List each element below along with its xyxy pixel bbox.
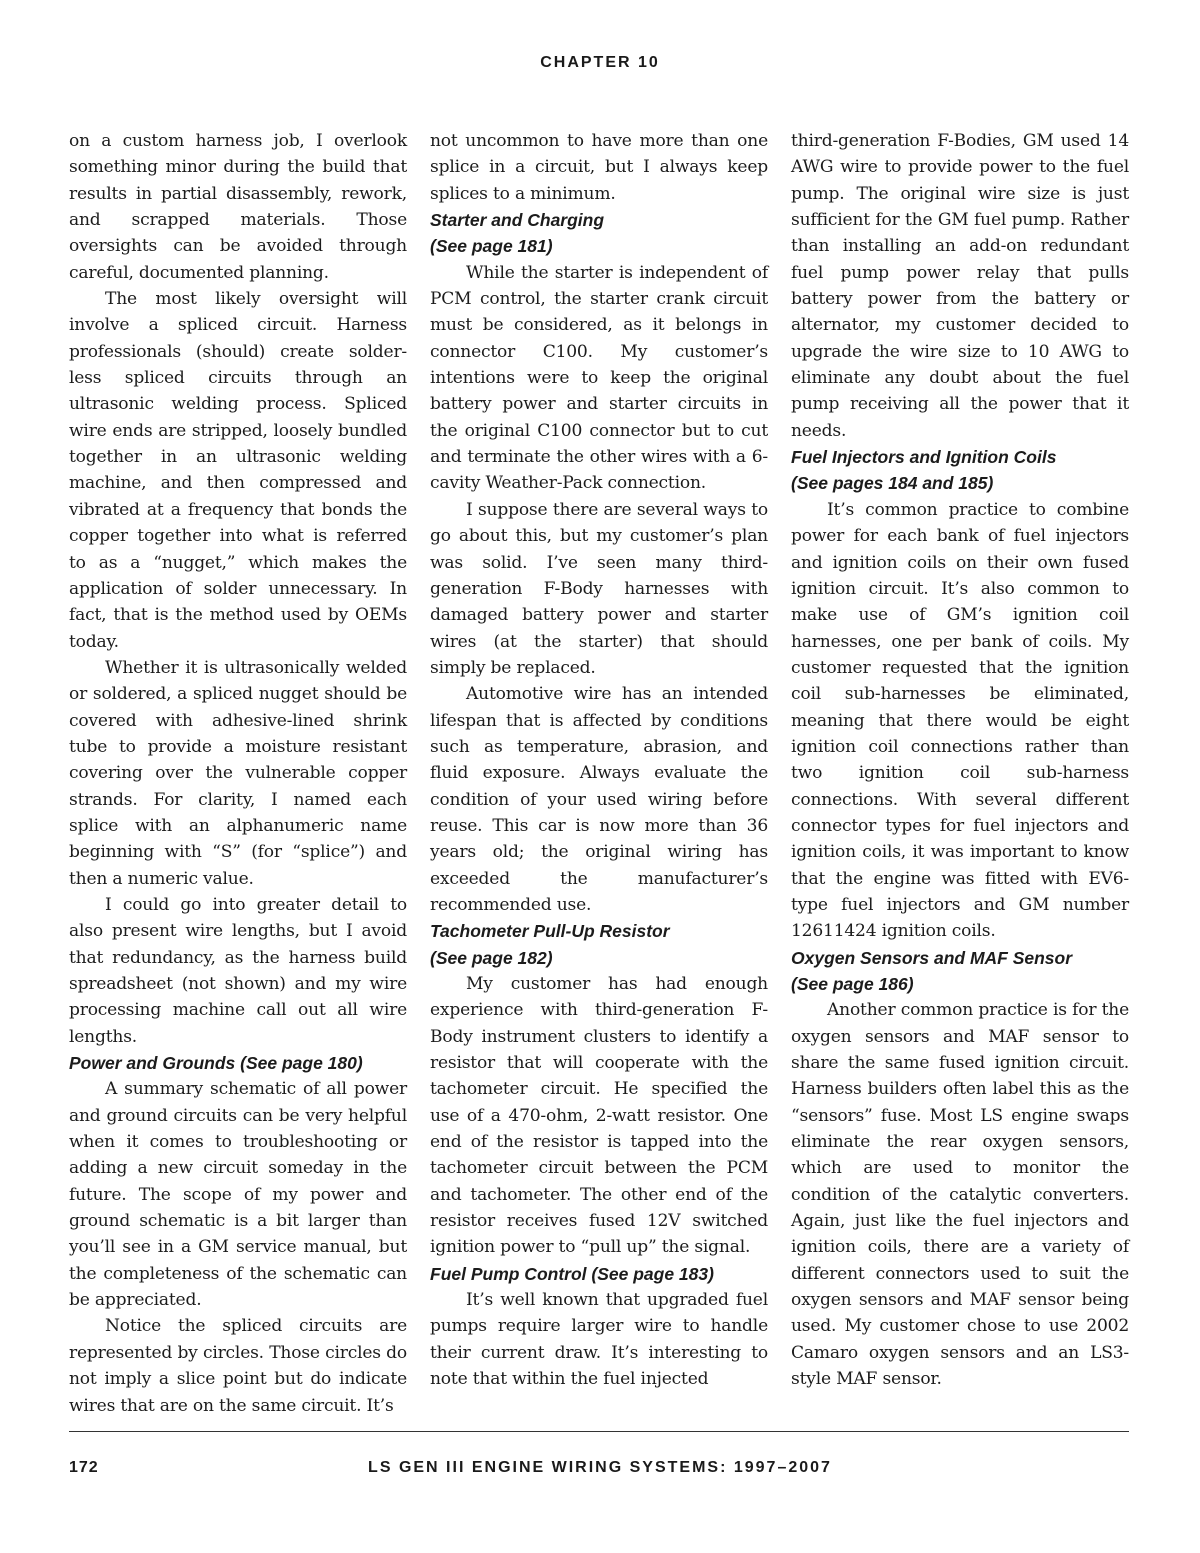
column-3 [791,128,1129,1393]
column-2 [430,128,768,1393]
paragraph: I suppose there are several ways to go about this, but my customer’s plan was solid. I’ve seen many third-generation F-Body harnesses with damaged battery power and starter wires (at the starter) that should simply be replaced. [430,499,768,678]
paragraph: on a custom harness job, I overlook something minor during the build that results in partial disassembly, rework, and scrapped materials. Those oversights can be avoided through careful, documented planning. [69,131,407,283]
section-heading-page-ref: (See page 181) [430,236,553,257]
paragraph: third-generation F-Bodies, GM used 14 AWG wire to provide power to the fuel pump. The original wire size is just sufficient for the GM fuel pump. Rather than installing an add-on redundant fuel pump power relay that pulls battery power from the battery or alternator, my customer decided to upgrade the wire size to 10 AWG to eliminate any doubt about the fuel pump receiving all the power that it needs. [791,131,1129,441]
paragraph: While the starter is independent of PCM control, the starter crank circuit must be considered, as it belongs in connector C100. My customer’s intentions were to keep the original battery power and starter circuits in the original C100 connector but to cut and terminate the other wires with a 6-cavity Weather-Pack connection. [430,262,768,494]
paragraph: My customer has had enough experience with third-generation F-Body instrument clusters to identify a resistor that will cooperate with the tachometer circuit. He specified the use of a 470-ohm, 2-watt resistor. One end of the resistor is tapped into the tachometer circuit between the PCM and tachometer. The other end of the resistor receives fused 12V switched ignition power to “pull up” the signal. [430,974,768,1258]
body-columns [69,128,1129,1416]
section-heading: Starter and Charging [430,210,605,231]
section-heading-page-ref: (See page 182) [430,947,553,968]
section-heading-page-ref: (See pages 184 and 185) [791,473,994,494]
section-heading-page-ref: (See page 186) [791,974,914,994]
paragraph: Notice the spliced circuits are represented by circles. Those circles do not imply a slice point but do indicate wires that are on the same circuit. It’s [69,1316,407,1416]
paragraph: A summary schematic of all power and ground circuits can be very helpful when it comes to troubleshooting or adding a new circuit someday in the future. The scope of my power and ground schematic is a bit larger than you’ll see in a GM service manual, but the completeness of the schematic can be appreciated. [69,1079,407,1311]
footer-rule [69,1431,1129,1432]
section-heading: Tachometer Pull-Up Resistor [430,921,670,942]
running-title: LS GEN III ENGINE WIRING SYSTEMS: 1997–2007 [368,1459,832,1476]
paragraph: It’s well known that upgraded fuel pumps require larger wire to handle their current draw. It’s interesting to note that within the fuel injected [430,1290,768,1390]
paragraph: Another common practice is for the oxygen sensors and MAF sensor to share the same fused ignition circuit. Harness builders often label this as the “sensors” fuse. Most LS engine swaps eliminate the rear oxygen sensors, which are used to monitor the condition of the catalytic converters. Again, just like the fuel injectors and ignition coils, there are a variety of different connectors used to suit the oxygen sensors and MAF sensor being used. My customer chose to use 2002 Camaro oxygen sensors and an LS3-style MAF sensor. [791,1000,1129,1390]
paragraph: Whether it is ultrasonically welded or soldered, a spliced nugget should be covered with adhesive-lined shrink tube to provide a moisture resistant covering over the vulnerable copper strands. For clarity, I named each splice with an alphanumeric name beginning with “S” (for “splice”) and then a numeric value. [69,657,407,889]
paragraph: not uncommon to have more than one splice in a circuit, but I always keep splices to a minimum. [430,131,768,204]
chapter-header: CHAPTER 10 [540,54,660,71]
section-heading: Oxygen Sensors and MAF Sensor [791,947,1073,968]
column-1 [69,128,407,1419]
paragraph: The most likely oversight will involve a spliced circuit. Harness professionals (should) create solder-less spliced circuits through an ultrasonic welding process. Spliced wire ends are stripped, loosely bundled together in an ultrasonic welding machine, and then compressed and vibrated at a frequency that bonds the copper together into what is referred to as a “nugget,” which makes the application of solder unnecessary. In fact, that is the method used by OEMs today. [69,289,407,652]
section-heading: Power and Grounds (See page 180) [69,1053,363,1074]
section-heading: Fuel Injectors and Ignition Coils [791,447,1057,468]
paragraph: I could go into greater detail to also present wire lengths, but I avoid that redundancy, as the harness build spreadsheet (not shown) and my wire processing machine call out all wire lengths. [69,894,407,1047]
page-number: 172 [69,1459,99,1476]
section-heading: Fuel Pump Control (See page 183) [430,1263,714,1284]
paragraph: Automotive wire has an intended lifespan that is affected by conditions such as temperature, abrasion, and fluid exposure. Always evaluate the condition of your used wiring before reuse. This car is now more than 36 years old; the original wiring has exceeded the manufacturer’s recommended use. [430,684,768,915]
paragraph: It’s common practice to combine power for each bank of fuel injectors and ignition coils on their own fused ignition circuit. It’s also common to make use of GM’s ignition coil harnesses, one per bank of coils. My customer requested that the ignition coil sub-harnesses be eliminated, meaning that there would be eight ignition coil connections rather than two ignition coil sub-harness connections. With several different connector types for fuel injectors and ignition coils, it was important to know that the engine was fitted with EV6-type fuel injectors and GM number 12611424 ignition coils. [791,499,1129,942]
